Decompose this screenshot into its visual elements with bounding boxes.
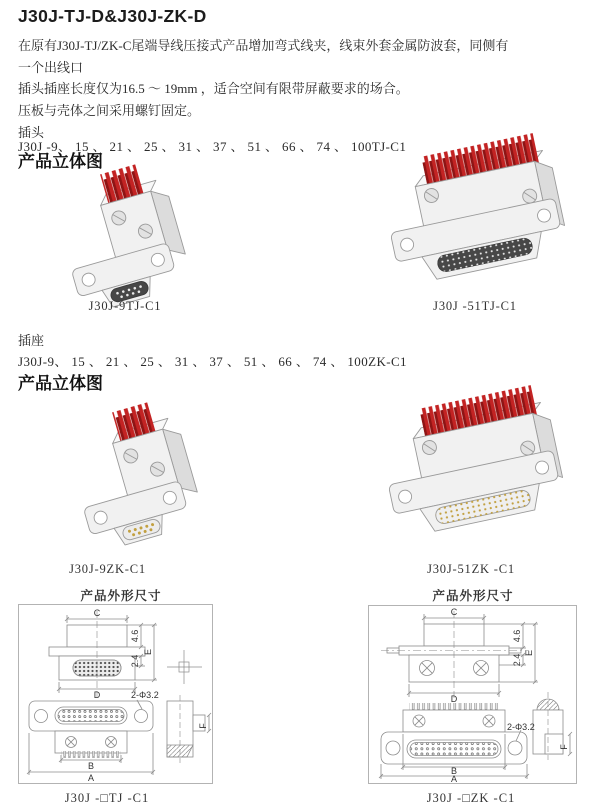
dim-label-b: B <box>450 766 458 776</box>
dim-label-2-4: 2.4 <box>130 654 140 668</box>
dim-label-d: D <box>93 690 101 700</box>
socket-model-list: J30J-9、 15 、 21 、 25 、 31 、 37 、 51 、 66 、 74 、 100ZK-C1 <box>18 354 407 369</box>
intro-paragraph <box>18 35 508 121</box>
section-title-socket-views: 产品立体图 <box>18 374 103 393</box>
plug-model-list: J30J -9、 15 、 21 、 25 、 31 、 37 、 51 、 66 、 74 、 100TJ-C1 <box>18 139 407 154</box>
plug-heading: 插头 <box>18 125 45 140</box>
connector-51tj-illustration <box>388 146 573 298</box>
dim-label-4-6: 4.6 <box>130 629 140 643</box>
dim-label-d: D <box>450 694 458 704</box>
connector-label-9zk: J30J-9ZK-C1 <box>69 562 146 576</box>
connector-51zk-illustration <box>386 398 571 550</box>
connector-label-9tj: J30J-9TJ-C1 <box>88 299 162 313</box>
outline-caption-zk: J30J -□ZK -C1 <box>426 791 516 805</box>
dim-label-holes: 2-Φ3.2 <box>131 690 159 700</box>
crosshair-symbol <box>167 650 202 684</box>
intro-line: 在原有J30J-TJ/ZK-C尾端导线压接式产品增加弯式线夹，线束外套金属防波套，同侧有 <box>18 38 509 53</box>
outline-drawing-tj <box>18 604 213 784</box>
dim-label-c: C <box>450 607 458 617</box>
outline-caption-tj: J30J -□TJ -C1 <box>64 791 150 805</box>
dim-label-2-4: 2.4 <box>512 653 522 667</box>
socket-heading: 插座 <box>18 333 45 348</box>
dim-label-a: A <box>87 773 95 783</box>
outline-title-zk: 产品外形尺寸 <box>432 589 514 603</box>
dim-label-e: E <box>524 649 534 657</box>
outline-drawing-zk <box>368 605 577 784</box>
section-title-plug-views: 产品立体图 <box>18 152 103 171</box>
dim-label-holes: 2-Φ3.2 <box>507 722 535 732</box>
intro-line: 一个出线口 <box>18 59 84 75</box>
intro-line: 插头插座长度仅为16.5 ～ 19mm ，适合空间有限带屏蔽要求的场合。 <box>18 81 409 96</box>
outline-title-tj: 产品外形尺寸 <box>80 589 162 603</box>
dim-label-f: F <box>198 723 208 729</box>
dim-label-f: F <box>559 744 569 750</box>
dim-label-b: B <box>87 761 95 771</box>
dim-label-a: A <box>450 774 458 783</box>
connector-9zk-illustration <box>74 404 229 540</box>
dim-label-4-6: 4.6 <box>512 629 522 643</box>
connector-label-51zk: J30J-51ZK -C1 <box>427 562 515 576</box>
intro-line: 压板与壳体之间采用螺钉固定。 <box>18 102 201 118</box>
dim-label-e: E <box>143 648 153 656</box>
dim-label-c: C <box>93 608 101 618</box>
page-title: J30J-TJ-D&J30J-ZK-D <box>18 6 207 26</box>
connector-label-51tj: J30J -51TJ-C1 <box>433 299 517 313</box>
connector-9tj-illustration <box>62 166 217 302</box>
tj-top-view <box>49 611 157 699</box>
